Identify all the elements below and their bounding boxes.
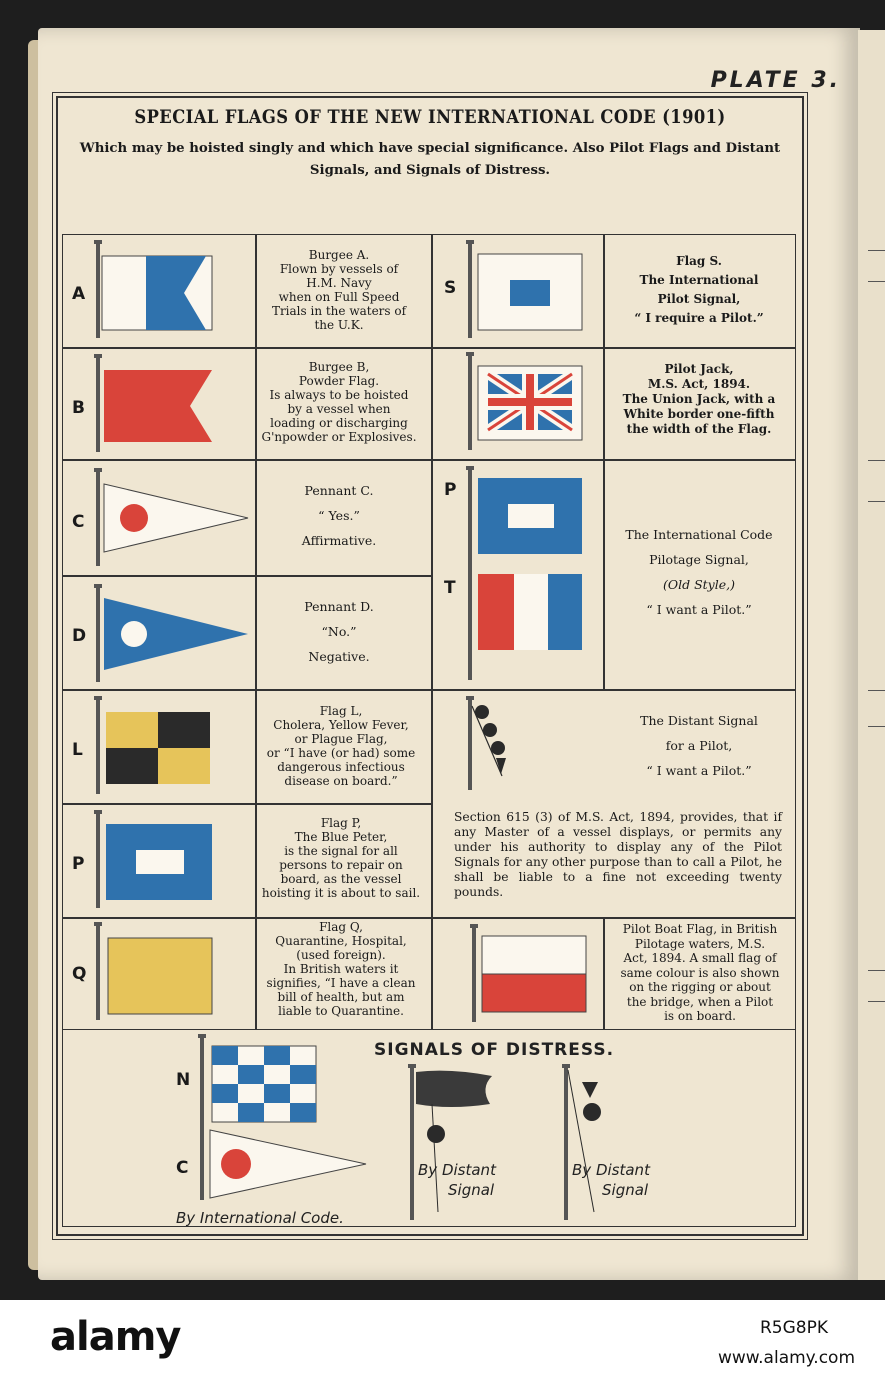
burgee-b-description: Burgee B, Powder Flag. Is always to be hoisted by a vessel when loading or discharging G'npowder or Explosives. xyxy=(261,360,417,444)
flag-letter-c: C xyxy=(72,512,85,532)
flag-letter-p-pilotage: P xyxy=(444,480,457,500)
pennant-c-description: Pennant C. “ Yes.” Affirmative. xyxy=(301,483,377,548)
caption-distant-signal-1: By Distant Signal xyxy=(418,1161,496,1199)
alamy-logo: alamy xyxy=(50,1314,181,1360)
stock-watermark-bar xyxy=(0,1300,885,1390)
burgee-a-description: Burgee A. Flown by vessels of H.M. Navy when on Full Speed Trials in the waters of the U.K. xyxy=(271,248,407,332)
flag-letter-a: A xyxy=(72,284,86,304)
flag-l-icon xyxy=(96,696,246,796)
pennant-d-description: Pennant D. “No.” Negative. xyxy=(304,599,374,664)
plate-label: PLATE 3. xyxy=(710,68,841,93)
distress-n-c-flags-icon xyxy=(200,1034,380,1204)
flag-q-icon xyxy=(96,922,246,1022)
flag-letter-q: Q xyxy=(72,964,87,984)
section-615-note: Section 615 (3) of M.S. Act, 1894, provides, that if any Master of a vessel displays, or permits any under his authority to display any of the Pilot Signals for any other purpose than to call a Pilot, he shall be liable to a fine not exceeding twenty pounds. xyxy=(454,810,782,899)
distress-distant-signal-cone-ball-icon xyxy=(564,1064,644,1224)
flag-p-description: Flag P, The Blue Peter, is the signal for all persons to repair on board, as the vessel hoisting it is about to sail. xyxy=(261,816,421,900)
facing-page-edge xyxy=(858,30,885,1280)
distress-title: SIGNALS OF DISTRESS. xyxy=(374,1040,615,1060)
pilot-jack-icon xyxy=(468,352,608,452)
flag-p-icon xyxy=(96,810,246,910)
pilot-boat-flag-icon xyxy=(472,924,612,1024)
flag-s-description: Flag S. The International Pilot Signal, “ I require a Pilot.” xyxy=(634,254,764,325)
burgee-b-flag-icon xyxy=(96,354,246,454)
flag-letter-p: P xyxy=(72,854,85,874)
flag-s-icon xyxy=(468,240,608,340)
flag-letter-b: B xyxy=(72,398,85,418)
distant-signal-pilot-icon xyxy=(468,696,528,796)
burgee-a-flag-icon xyxy=(96,240,246,340)
alamy-site-url: www.alamy.com xyxy=(718,1348,856,1368)
pilot-jack-description: Pilot Jack, M.S. Act, 1894. The Union Jack, with a White border one-fifth the width of the Flag. xyxy=(622,362,776,436)
flag-letter-l: L xyxy=(72,740,83,760)
pilotage-signal-description: The International Code Pilotage Signal, (Old Style,) “ I want a Pilot.” xyxy=(625,527,773,617)
flag-letter-t-pilotage: T xyxy=(444,578,456,598)
flag-q-description: Flag Q, Quarantine, Hospital, (used foreign). In British waters it signifies, “I have a clean bill of health, but am liable to Quarantine. xyxy=(266,920,416,1018)
caption-international-code: By International Code. xyxy=(176,1209,344,1227)
stock-image-id: R5G8PK xyxy=(760,1318,829,1338)
pilotage-signal-p-t-icon xyxy=(468,466,608,682)
pennant-d-flag-icon xyxy=(96,584,256,684)
flag-l-description: Flag L, Cholera, Yellow Fever, or Plague Flag, or “I have (or had) some dangerous infectious disease on board.” xyxy=(266,704,416,788)
plate-frame xyxy=(56,96,804,1236)
pennant-c-flag-icon xyxy=(96,468,256,568)
flag-letter-d: D xyxy=(72,626,87,646)
distress-distant-signal-flag-ball-icon xyxy=(410,1064,510,1224)
pilot-boat-description: Pilot Boat Flag, in British Pilotage waters, M.S. Act, 1894. A small flag of same colour is also shown on the rigging or about the bridge, when a Pilot is on board. xyxy=(620,922,780,1023)
flag-letter-s: S xyxy=(444,278,457,298)
caption-distant-signal-2: By Distant Signal xyxy=(572,1161,650,1199)
plate-title: SPECIAL FLAGS OF THE NEW INTERNATIONAL CODE (1901) xyxy=(134,106,726,128)
plate-subtitle: Which may be hoisted singly and which have special significance. Also Pilot Flags and Distant Signals, and Signals of Distress. xyxy=(79,141,781,178)
distant-signal-description: The Distant Signal for a Pilot, “ I want a Pilot.” xyxy=(640,713,758,778)
distress-letter-c: C xyxy=(176,1158,189,1178)
distress-letter-n: N xyxy=(176,1070,191,1090)
